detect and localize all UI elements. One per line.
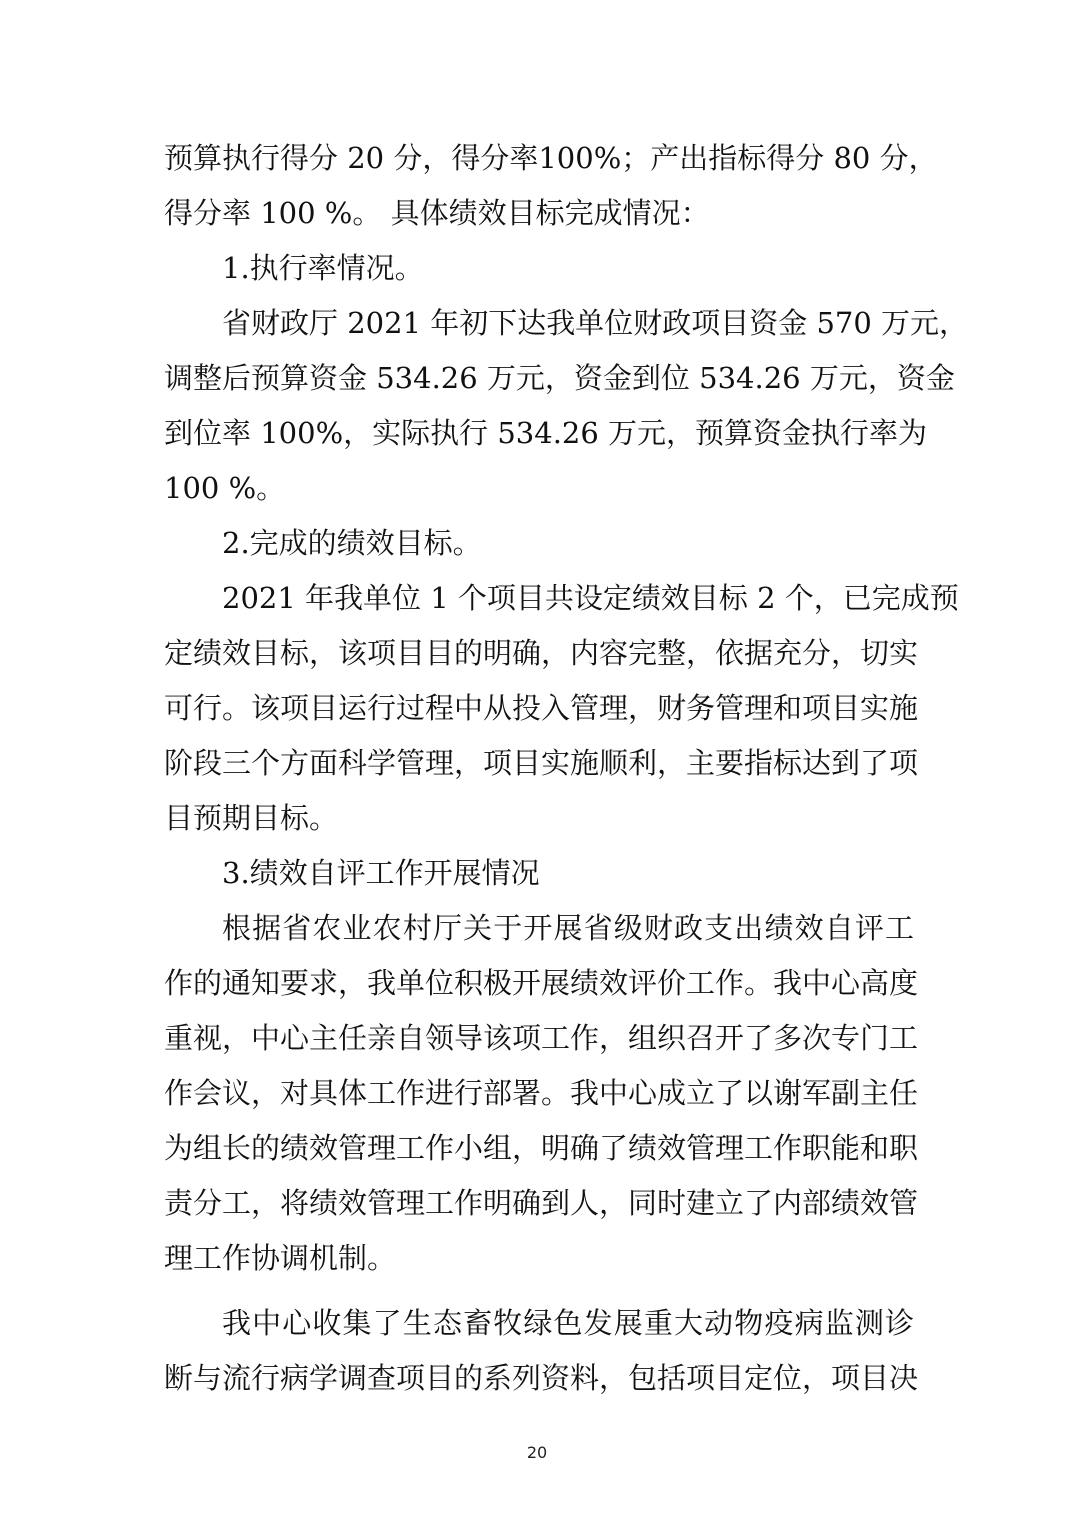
- text-line: 为组长的绩效管理工作小组，明确了绩效管理工作职能和职: [164, 1131, 919, 1165]
- page-number: 20: [526, 1443, 548, 1462]
- text-line: 理工作协调机制。: [164, 1241, 397, 1275]
- text-line: 目预期目标。: [164, 801, 339, 835]
- text-line: 我中心收集了生态畜牧绿色发展重大动物疫病监测诊: [222, 1306, 914, 1340]
- text-line: 2021 年我单位 1 个项目共设定绩效目标 2 个，已完成预: [222, 581, 959, 615]
- list-heading: 1.执行率情况。: [222, 251, 424, 285]
- list-heading: 2.完成的绩效目标。: [222, 526, 482, 560]
- text-line: 作会议，对具体工作进行部署。我中心成立了以谢军副主任: [164, 1076, 919, 1110]
- text-line: 100 %。: [164, 471, 286, 505]
- text-line: 到位率 100%，实际执行 534.26 万元，预算资金执行率为: [164, 416, 928, 450]
- text-line: 断与流行病学调查项目的系列资料，包括项目定位，项目决: [164, 1361, 919, 1395]
- text-line: 得分率 100 %。 具体绩效目标完成情况：: [164, 196, 710, 230]
- text-line: 作的通知要求，我单位积极开展绩效评价工作。我中心高度: [164, 966, 919, 1000]
- text-line: 重视，中心主任亲自领导该项工作，组织召开了多次专门工: [164, 1021, 919, 1055]
- text-line: 调整后预算资金 534.26 万元，资金到位 534.26 万元，资金: [164, 361, 955, 395]
- text-line: 阶段三个方面科学管理，项目实施顺利，主要指标达到了项: [164, 746, 919, 780]
- text-line: 定绩效目标，该项目目的明确，内容完整，依据充分，切实: [164, 636, 919, 670]
- text-line: 省财政厅 2021 年初下达我单位财政项目资金 570 万元，: [222, 306, 969, 340]
- text-line: 预算执行得分 20 分，得分率100%；产出指标得分 80 分，: [164, 141, 938, 175]
- text-line: 根据省农业农村厅关于开展省级财政支出绩效自评工: [222, 911, 914, 945]
- text-line: 可行。该项目运行过程中从投入管理，财务管理和项目实施: [164, 691, 919, 725]
- text-line: 责分工，将绩效管理工作明确到人，同时建立了内部绩效管: [164, 1186, 919, 1220]
- list-heading: 3.绩效自评工作开展情况: [222, 856, 540, 890]
